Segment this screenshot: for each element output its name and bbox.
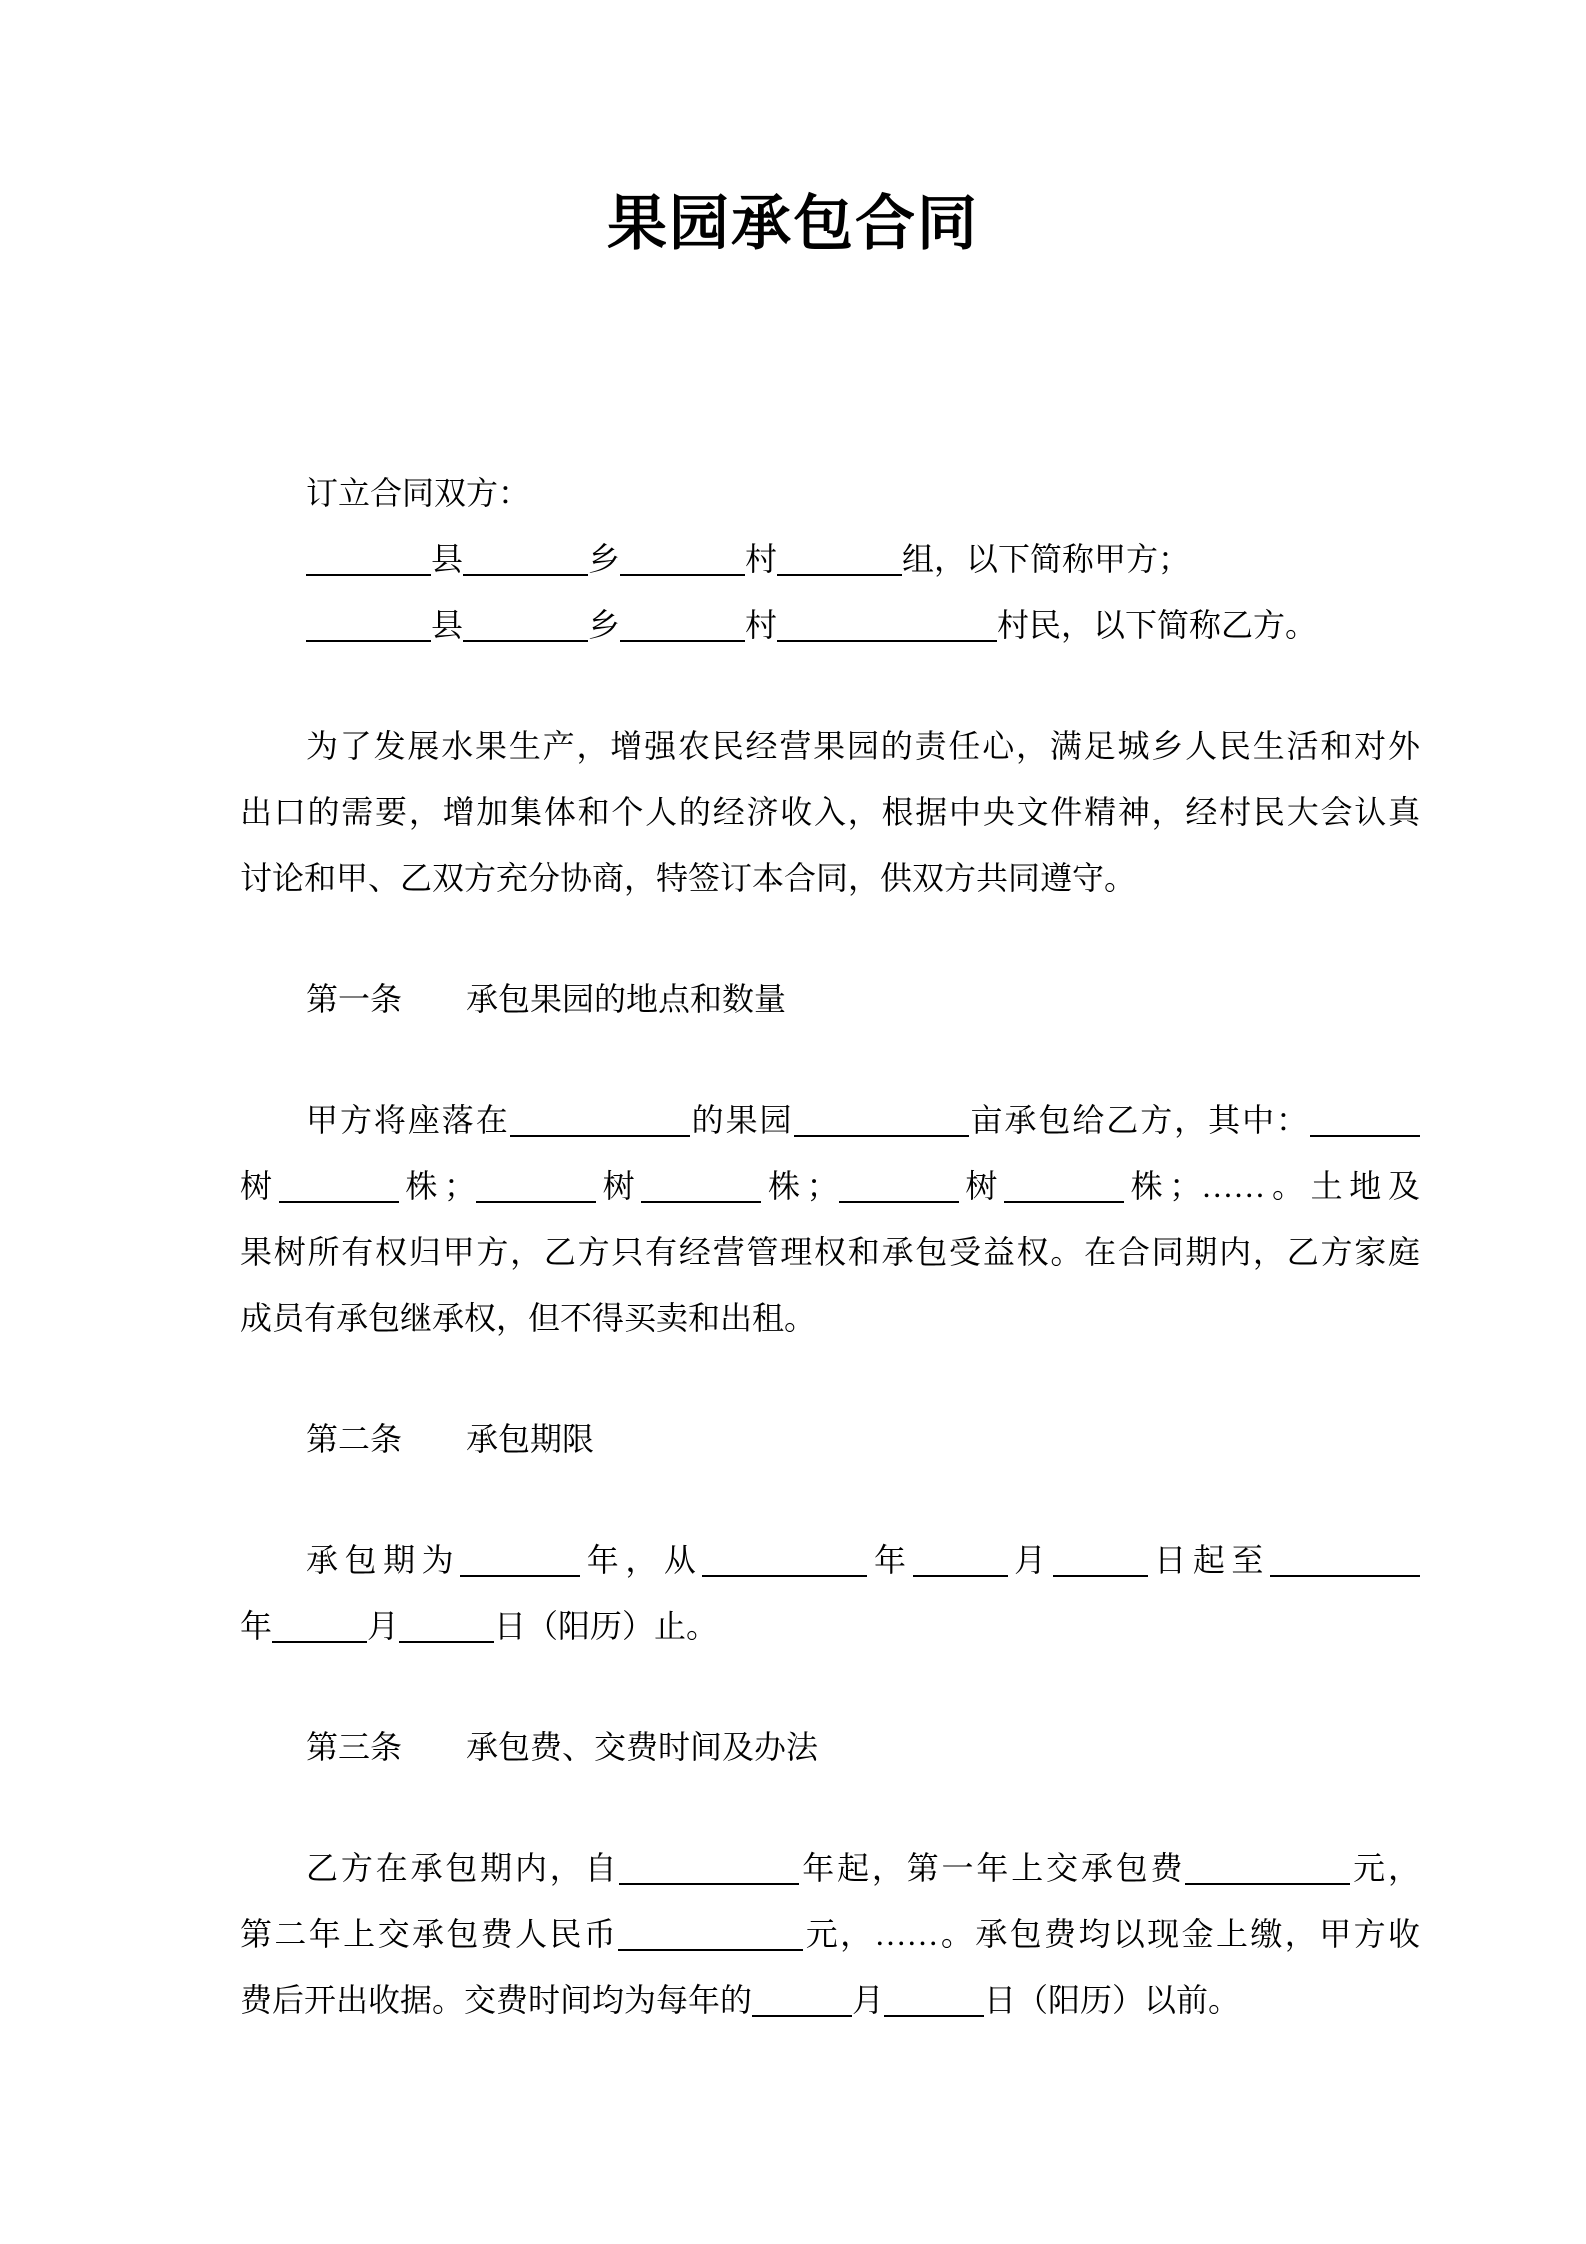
text-run: 第三条 承包费、交费时间及办法 [306,1729,819,1765]
fill-in-blank [1004,1167,1124,1203]
text-run: 树 [240,1168,279,1204]
text-run: 年，从 [580,1542,703,1578]
doc-line [240,592,1420,658]
text-run: 村 [745,541,778,577]
doc-line [240,779,1420,845]
text-run: 村 [745,607,778,643]
fill-in-blank [913,1541,1008,1577]
fill-in-blank [619,1849,799,1885]
text-run: 株； [398,1168,476,1204]
text-run: 讨论和甲、乙双方充分协商，特签订本合同，供双方共同遵守。 [240,860,1137,896]
text-run: 第二年上交承包费人民币 [240,1916,619,1952]
paragraph-clause-3-heading [240,1714,1420,1780]
text-run: 元， [1350,1850,1420,1886]
doc-line [240,1835,1420,1901]
text-run: 县 [431,541,464,577]
fill-in-blank [884,1981,984,2017]
doc-line [240,460,1420,526]
doc-line [240,1901,1420,1967]
doc-line [240,845,1420,911]
fill-in-blank [399,1607,494,1643]
text-run: 承包期为 [306,1542,461,1578]
fill-in-blank [641,1167,761,1203]
text-run: 村民，以下简称乙方。 [997,607,1318,643]
fill-in-blank [306,540,431,576]
fill-in-blank [794,1101,969,1137]
text-run: 成员有承包继承权，但不得买卖和出租。 [240,1300,817,1336]
fill-in-blank [839,1167,959,1203]
fill-in-blank [618,1915,803,1951]
text-run: 的果园 [689,1102,794,1138]
text-run: 月 [1007,1542,1053,1578]
paragraph-clause-1-heading [240,966,1420,1032]
fill-in-blank [1310,1101,1420,1137]
doc-line [240,1527,1420,1593]
doc-line [240,1285,1420,1351]
paragraph-clause-1-body [240,1087,1420,1351]
doc-line [240,1593,1420,1659]
text-run: 出口的需要，增加集体和个人的经济收入，根据中央文件精神，经村民大会认真 [240,794,1420,830]
text-run: 年起，第一年上交承包费 [799,1850,1186,1886]
text-run: 果树所有权归甲方，乙方只有经营管理权和承包受益权。在合同期内，乙方家庭 [240,1234,1420,1270]
text-run: 第二条 承包期限 [306,1421,595,1457]
doc-line [240,713,1420,779]
text-run: 组，以下简称甲方； [902,541,1191,577]
text-run: 费后开出收据。交费时间均为每年的 [240,1982,753,2018]
text-run: 日（阳历）止。 [494,1608,719,1644]
fill-in-blank [279,1167,399,1203]
fill-in-blank [1053,1541,1148,1577]
fill-in-blank [510,1101,690,1137]
text-run: 年 [867,1542,913,1578]
paragraph-preamble [240,713,1420,911]
text-run: 树 [596,1168,642,1204]
text-run: 第一条 承包果园的地点和数量 [306,981,787,1017]
doc-line [240,1967,1420,2033]
text-run: 甲方将座落在 [306,1102,510,1138]
doc-line [240,1406,1420,1472]
fill-in-blank [272,1607,367,1643]
document-title: 果园承包合同 [607,191,979,257]
fill-in-blank [476,1167,596,1203]
text-run: 乡 [588,541,621,577]
text-run: 树 [958,1168,1004,1204]
fill-in-blank [1185,1849,1350,1885]
text-run: 月 [852,1982,885,2018]
text-run: 日起至 [1147,1542,1270,1578]
paragraph-parties-intro [240,460,1420,658]
fill-in-blank [460,1541,580,1577]
fill-in-blank [620,606,745,642]
text-run: 为了发展水果生产，增强农民经营果园的责任心，满足城乡人民生活和对外 [306,728,1420,764]
doc-line [240,1153,1420,1219]
fill-in-blank [1270,1541,1420,1577]
text-run: 月 [367,1608,400,1644]
text-run: 亩承包给乙方，其中： [968,1102,1310,1138]
text-run: 元，……。承包费均以现金上缴，甲方收 [803,1916,1420,1952]
paragraph-clause-2-body [240,1527,1420,1659]
text-run: 年 [240,1608,273,1644]
fill-in-blank [620,540,745,576]
text-run: 日（阳历）以前。 [984,1982,1241,2018]
fill-in-blank [463,606,588,642]
doc-line [240,1087,1420,1153]
fill-in-blank [777,606,997,642]
text-run: 乙方在承包期内，自 [306,1850,620,1886]
doc-line [240,966,1420,1032]
paragraph-clause-3-body [240,1835,1420,2033]
text-run: 乡 [588,607,621,643]
fill-in-blank [306,606,431,642]
fill-in-blank [463,540,588,576]
document-body [240,460,1420,2033]
text-run: 株；……。土地及 [1123,1168,1420,1204]
text-run: 县 [431,607,464,643]
fill-in-blank [777,540,902,576]
fill-in-blank [752,1981,852,2017]
text-run: 株； [761,1168,839,1204]
doc-line [240,526,1420,592]
doc-line [240,1219,1420,1285]
paragraph-clause-2-heading [240,1406,1420,1472]
text-run: 订立合同双方： [306,475,531,511]
doc-line [240,1714,1420,1780]
fill-in-blank [702,1541,867,1577]
